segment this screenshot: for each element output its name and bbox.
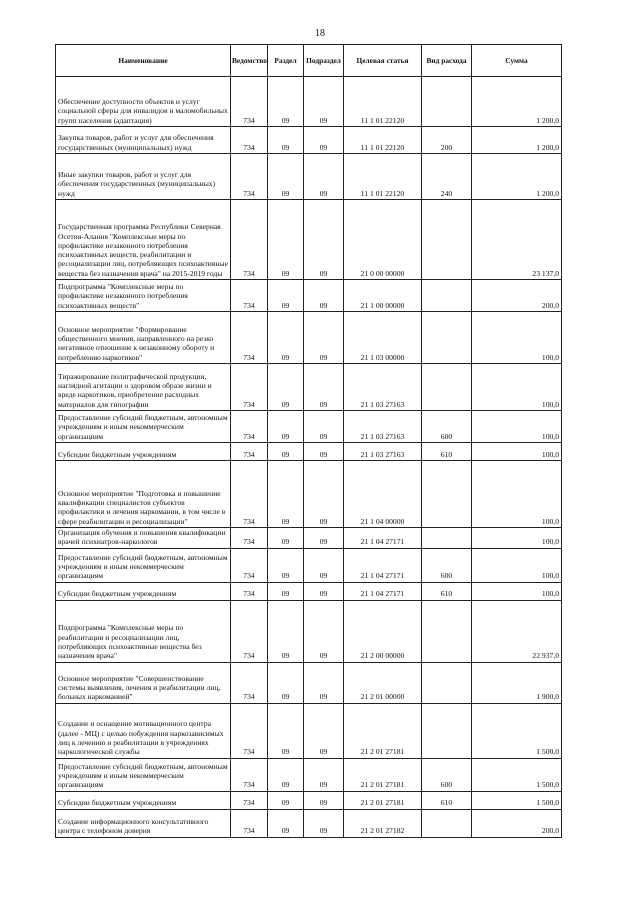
row-subsection: 09	[304, 662, 344, 703]
row-subsection: 09	[304, 443, 344, 461]
table-row	[56, 364, 562, 411]
table-row	[56, 443, 562, 461]
row-target: 21 2 01 27182	[344, 809, 422, 837]
row-target: 21 1 03 27163	[344, 364, 422, 411]
row-section: 09	[268, 77, 304, 127]
header-subsection: Подраздел	[304, 45, 344, 77]
row-sum: 200,0	[472, 280, 562, 312]
row-subsection: 09	[304, 200, 344, 280]
row-sum: 1 500,0	[472, 758, 562, 791]
header-target: Целевая статья	[344, 45, 422, 77]
row-section: 09	[268, 548, 304, 582]
table-row	[56, 312, 562, 364]
row-expense-type	[422, 200, 472, 280]
table-row	[56, 600, 562, 662]
row-dept: 734	[231, 154, 268, 200]
row-dept: 734	[231, 312, 268, 364]
row-name: Предоставление субсидий бюджетным, автономным учреждениям и иным некоммерческим организациям	[56, 758, 231, 791]
row-sum: 23 137,0	[472, 200, 562, 280]
table-row	[56, 127, 562, 154]
row-sum: 1 500,0	[472, 703, 562, 758]
row-target: 21 0 00 00000	[344, 200, 422, 280]
row-subsection: 09	[304, 77, 344, 127]
row-target: 21 1 03 27163	[344, 411, 422, 443]
table-row	[56, 528, 562, 549]
row-section: 09	[268, 809, 304, 837]
row-name: Подпрограмма "Комплексные меры по профилактике незаконного потребления психоактивных веществ"	[56, 280, 231, 312]
row-dept: 734	[231, 600, 268, 662]
table-row	[56, 809, 562, 837]
table-row	[56, 662, 562, 703]
row-subsection: 09	[304, 528, 344, 549]
row-target: 21 1 00 00000	[344, 280, 422, 312]
row-dept: 734	[231, 77, 268, 127]
row-section: 09	[268, 600, 304, 662]
row-section: 09	[268, 364, 304, 411]
row-target: 21 1 04 00000	[344, 461, 422, 528]
row-expense-type	[422, 600, 472, 662]
row-name: Субсидии бюджетным учреждениям	[56, 443, 231, 461]
row-target: 21 2 00 00000	[344, 600, 422, 662]
row-expense-type: 610	[422, 443, 472, 461]
row-expense-type	[422, 461, 472, 528]
row-dept: 734	[231, 411, 268, 443]
row-sum: 1 900,0	[472, 662, 562, 703]
row-subsection: 09	[304, 364, 344, 411]
table-row	[56, 280, 562, 312]
row-target: 21 1 04 27171	[344, 528, 422, 549]
row-target: 21 1 03 27163	[344, 443, 422, 461]
row-expense-type	[422, 703, 472, 758]
row-expense-type: 600	[422, 758, 472, 791]
row-target: 11 1 01 22120	[344, 77, 422, 127]
row-section: 09	[268, 461, 304, 528]
header-name: Наименование	[56, 45, 231, 77]
row-section: 09	[268, 154, 304, 200]
row-name: Создание и оснащение мотивационного центра (далее - МЦ) с целью побуждения наркозависимых лиц к лечению и реабилитации в учреждениях наркологической службы	[56, 703, 231, 758]
row-name: Субсидии бюджетным учреждениям	[56, 582, 231, 600]
row-dept: 734	[231, 443, 268, 461]
row-name: Иные закупки товаров, работ и услуг для обеспечения государственных (муниципальных) нужд	[56, 154, 231, 200]
table-header-row	[56, 45, 562, 77]
row-target: 21 1 04 27171	[344, 582, 422, 600]
row-expense-type: 200	[422, 127, 472, 154]
table-row	[56, 791, 562, 809]
row-expense-type	[422, 280, 472, 312]
row-section: 09	[268, 528, 304, 549]
row-target: 21 2 01 27181	[344, 791, 422, 809]
row-expense-type	[422, 77, 472, 127]
row-section: 09	[268, 662, 304, 703]
row-name: Субсидии бюджетным учреждениям	[56, 791, 231, 809]
row-sum: 200,0	[472, 809, 562, 837]
row-subsection: 09	[304, 280, 344, 312]
row-section: 09	[268, 200, 304, 280]
row-subsection: 09	[304, 411, 344, 443]
row-expense-type: 240	[422, 154, 472, 200]
row-sum: 1 200,0	[472, 127, 562, 154]
row-dept: 734	[231, 791, 268, 809]
row-section: 09	[268, 582, 304, 600]
row-sum: 100,0	[472, 461, 562, 528]
row-dept: 734	[231, 461, 268, 528]
row-expense-type: 610	[422, 582, 472, 600]
row-expense-type: 600	[422, 548, 472, 582]
row-subsection: 09	[304, 758, 344, 791]
row-subsection: 09	[304, 791, 344, 809]
row-dept: 734	[231, 127, 268, 154]
header-sum: Сумма	[472, 45, 562, 77]
row-dept: 734	[231, 200, 268, 280]
row-name: Предоставление субсидий бюджетным, автономным учреждениям и иным некоммерческим организациям	[56, 411, 231, 443]
row-sum: 100,0	[472, 582, 562, 600]
row-sum: 100,0	[472, 548, 562, 582]
row-name: Предоставление субсидий бюджетным, автономным учреждениям и иным некоммерческим организациям	[56, 548, 231, 582]
row-section: 09	[268, 280, 304, 312]
row-section: 09	[268, 791, 304, 809]
row-section: 09	[268, 312, 304, 364]
row-sum: 100,0	[472, 411, 562, 443]
row-sum: 1 200,0	[472, 77, 562, 127]
row-name: Государственная программа Республики Северная Осетия-Алания "Комплексные меры по профилактике незаконного потребления психоактивных веществ, реабилитации и ресоциализации лиц, потребляющих психоактивные вещества без назначения врача" на 2015-2019 годы	[56, 200, 231, 280]
row-expense-type	[422, 809, 472, 837]
row-dept: 734	[231, 662, 268, 703]
table-row	[56, 703, 562, 758]
table-row	[56, 154, 562, 200]
row-name: Основное мероприятие "Формирование общественного мнения, направленного на резко негативное отношение к незаконному обороту и потреблению наркотиков"	[56, 312, 231, 364]
row-sum: 1 500,0	[472, 791, 562, 809]
row-dept: 734	[231, 528, 268, 549]
row-sum: 1 200,0	[472, 154, 562, 200]
row-expense-type: 610	[422, 791, 472, 809]
row-section: 09	[268, 758, 304, 791]
page-number: 18	[315, 28, 325, 39]
row-sum: 100,0	[472, 364, 562, 411]
budget-table	[55, 44, 562, 838]
row-subsection: 09	[304, 809, 344, 837]
row-subsection: 09	[304, 461, 344, 528]
row-sum: 100,0	[472, 443, 562, 461]
table-row	[56, 582, 562, 600]
row-dept: 734	[231, 809, 268, 837]
row-dept: 734	[231, 582, 268, 600]
row-expense-type	[422, 662, 472, 703]
row-sum: 100,0	[472, 312, 562, 364]
row-subsection: 09	[304, 154, 344, 200]
row-sum: 22 937,0	[472, 600, 562, 662]
row-section: 09	[268, 443, 304, 461]
row-target: 21 1 04 27171	[344, 548, 422, 582]
row-name: Тиражирование полиграфической продукции, наглядной агитации о здоровом образе жизни и вреде наркотиков, приобретение расходных материалов для типографии	[56, 364, 231, 411]
row-dept: 734	[231, 758, 268, 791]
row-target: 21 2 01 00000	[344, 662, 422, 703]
row-name: Основное мероприятие "Совершенствование системы выявления, лечения и реабилитации лиц, больных наркоманией"	[56, 662, 231, 703]
row-target: 21 1 03 00000	[344, 312, 422, 364]
header-dept: Ведомство	[231, 45, 268, 77]
table-row	[56, 411, 562, 443]
row-subsection: 09	[304, 703, 344, 758]
row-expense-type	[422, 312, 472, 364]
row-name: Основное мероприятие "Подготовка и повышение квалификации специалистов субъектов профилактики и лечения наркомании, в том числе в сфере реабилитации и ресоциализации"	[56, 461, 231, 528]
row-name: Создание информационного консультативного центра с телефоном доверия	[56, 809, 231, 837]
row-subsection: 09	[304, 127, 344, 154]
row-section: 09	[268, 703, 304, 758]
table-row	[56, 548, 562, 582]
row-target: 11 1 01 22120	[344, 154, 422, 200]
row-section: 09	[268, 411, 304, 443]
table-row	[56, 200, 562, 280]
row-subsection: 09	[304, 548, 344, 582]
row-expense-type	[422, 364, 472, 411]
row-sum: 100,0	[472, 528, 562, 549]
row-dept: 734	[231, 280, 268, 312]
table-row	[56, 461, 562, 528]
row-target: 11 1 01 22120	[344, 127, 422, 154]
table-row	[56, 758, 562, 791]
row-expense-type: 600	[422, 411, 472, 443]
row-subsection: 09	[304, 600, 344, 662]
header-expense-type: Вид расхода	[422, 45, 472, 77]
row-subsection: 09	[304, 582, 344, 600]
row-target: 21 2 01 27181	[344, 703, 422, 758]
header-section: Раздел	[268, 45, 304, 77]
row-name: Организация обучения и повышения квалификации врачей психиатров-наркологов	[56, 528, 231, 549]
row-name: Подпрограмма "Комплексные меры по реабилитации и ресоциализации лиц, потребляющих психоактивные вещества без назначения врача"	[56, 600, 231, 662]
row-name: Обеспечение доступности объектов и услуг социальной сферы для инвалидов и маломобильных групп населения (адаптация)	[56, 77, 231, 127]
row-expense-type	[422, 528, 472, 549]
table-body	[56, 77, 562, 838]
row-dept: 734	[231, 364, 268, 411]
row-name: Закупка товаров, работ и услуг для обеспечения государственных (муниципальных) нужд	[56, 127, 231, 154]
row-section: 09	[268, 127, 304, 154]
row-dept: 734	[231, 703, 268, 758]
row-subsection: 09	[304, 312, 344, 364]
row-target: 21 2 01 27181	[344, 758, 422, 791]
table-row	[56, 77, 562, 127]
row-dept: 734	[231, 548, 268, 582]
